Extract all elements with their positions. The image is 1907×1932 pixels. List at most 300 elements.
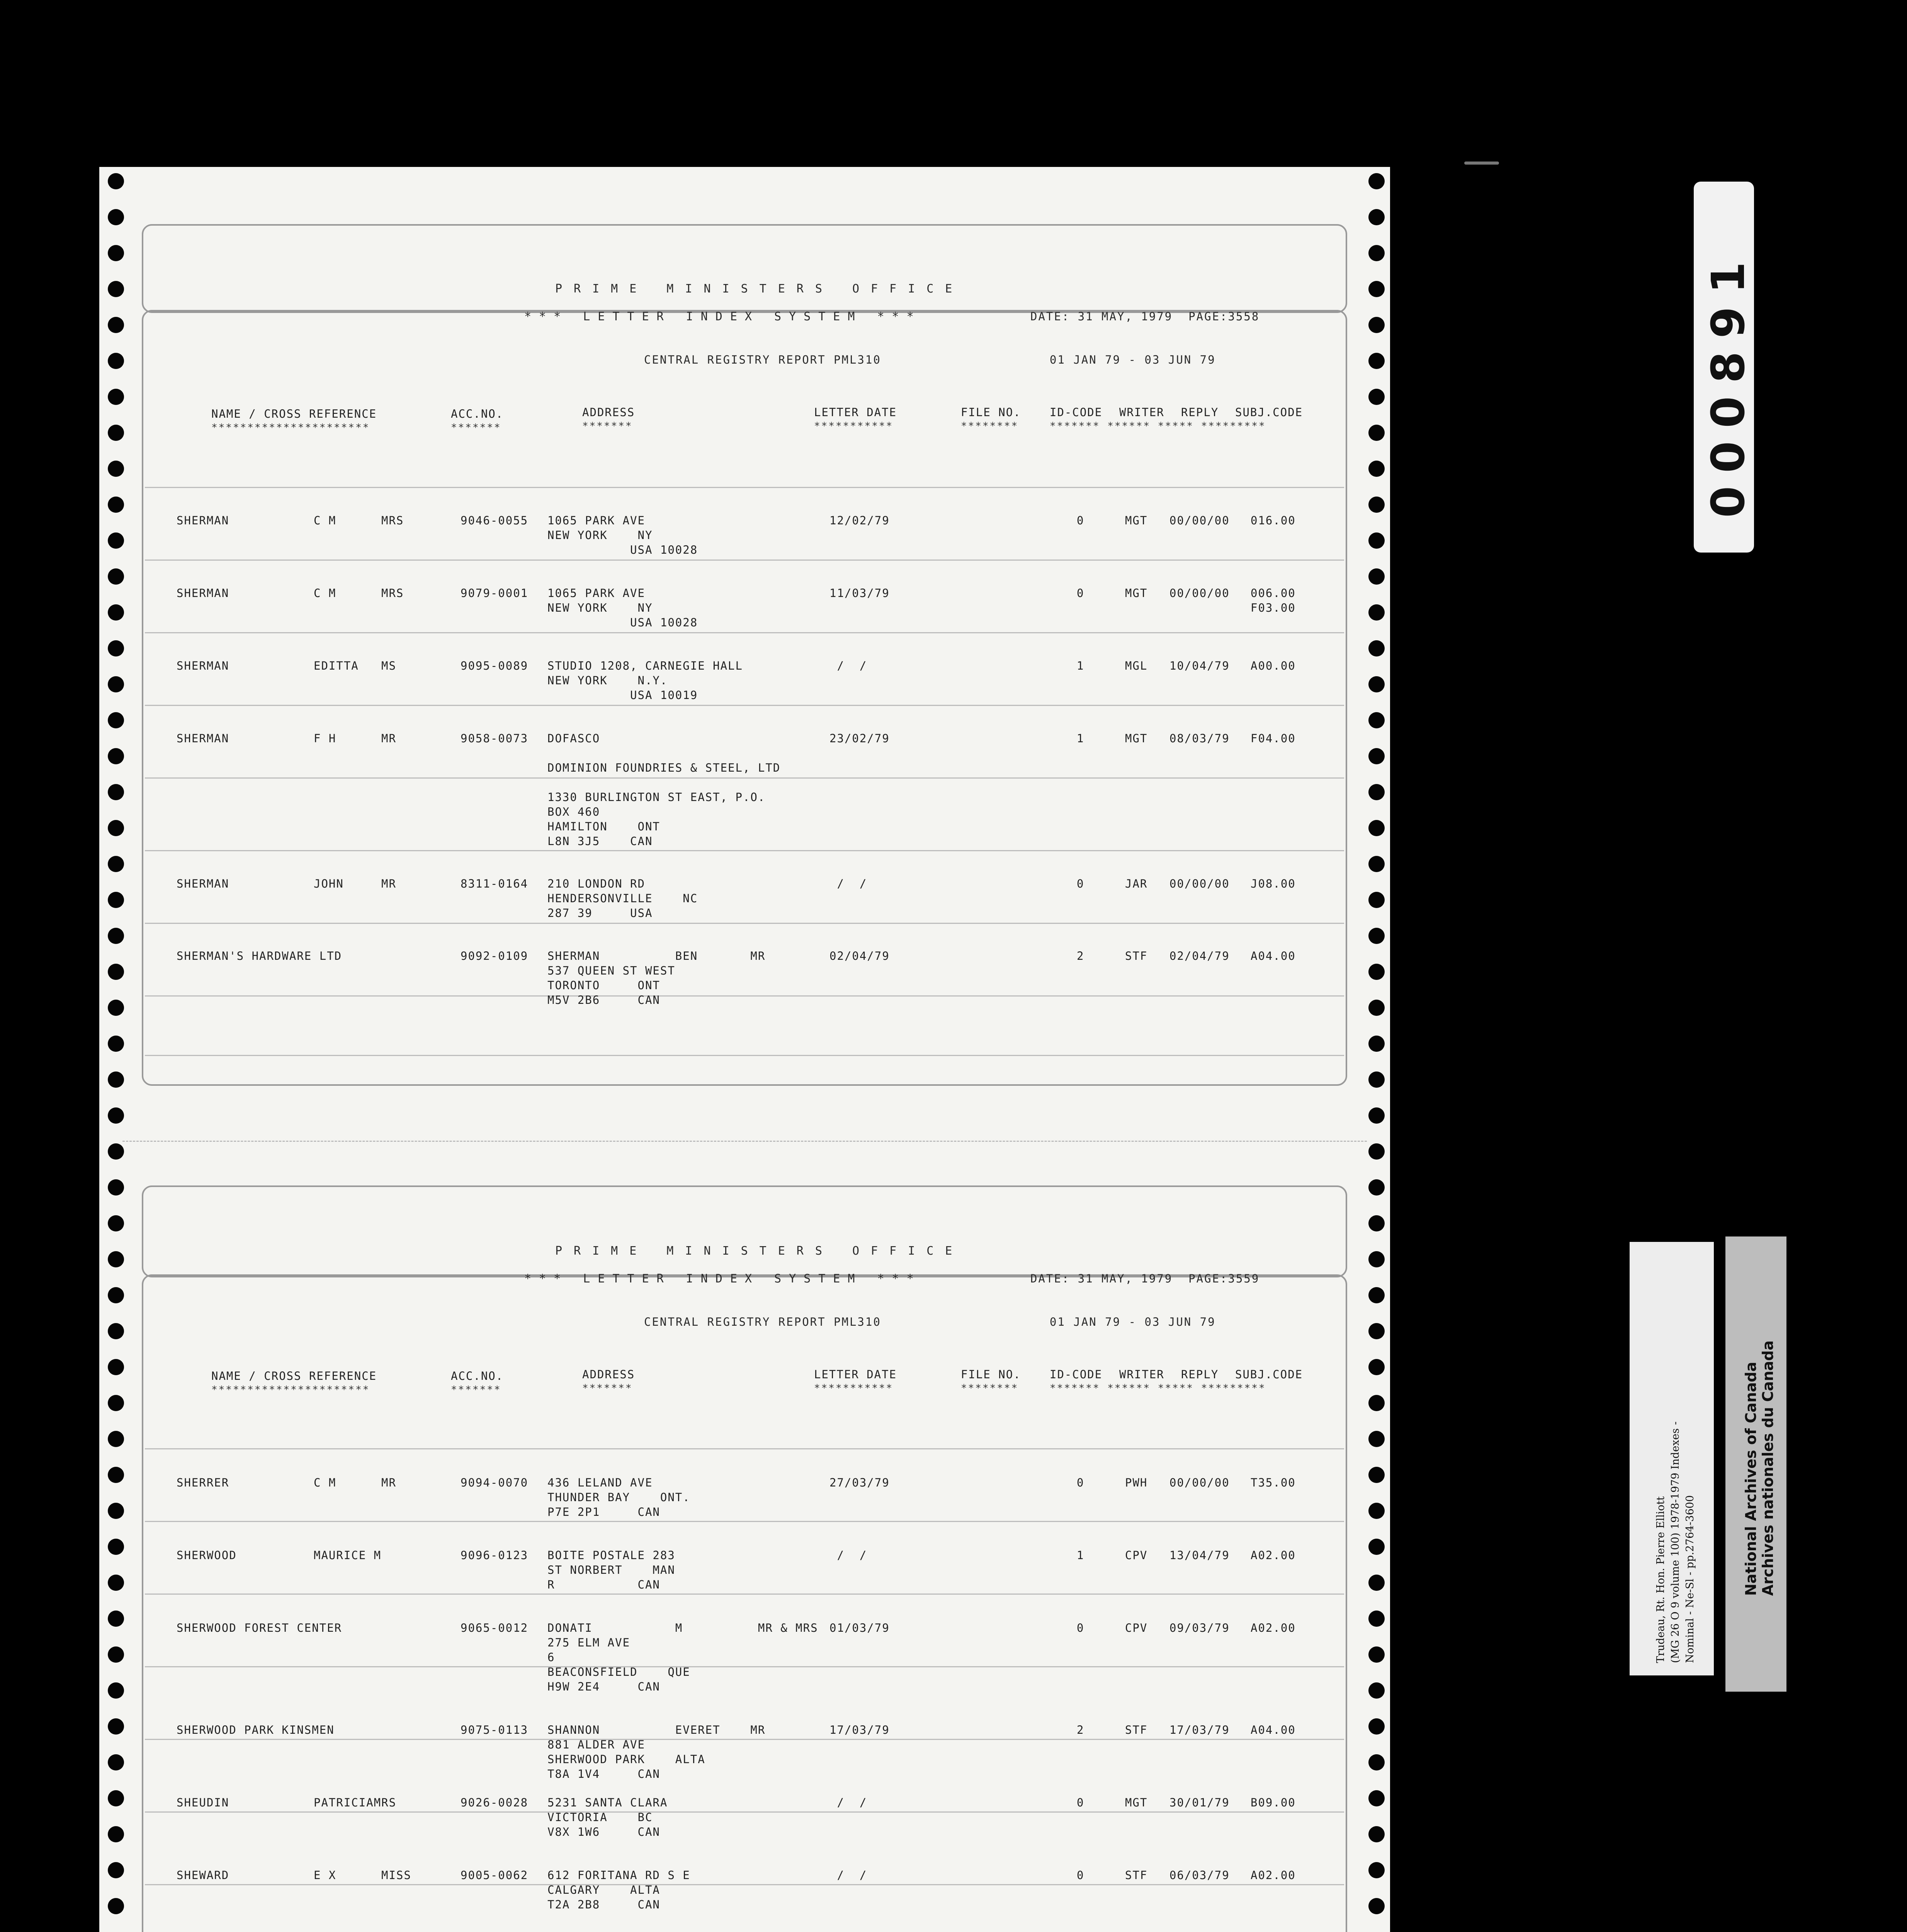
tractor-hole [1368, 820, 1385, 836]
entry-reply-date: 06/03/79 [1169, 1869, 1230, 1882]
reference-line-1: Trudeau, Rt. Hon. Pierre Elliott [1655, 1496, 1667, 1663]
scanner-speck [1464, 162, 1499, 165]
tractor-hole [108, 532, 124, 549]
entry-initials: C M [314, 1476, 337, 1489]
tractor-hole [108, 353, 124, 369]
col-letter-date-header: LETTER DATE [814, 406, 897, 419]
entry-initials: C M [314, 587, 337, 600]
entry-id-code: 1 [1077, 732, 1084, 745]
entry-letter-date: 27/03/79 [829, 1476, 890, 1489]
archive-number: 000891 [1701, 248, 1755, 518]
entry-acc-no: 9096-0123 [461, 1549, 529, 1562]
ruled-stripe [145, 923, 1344, 924]
tractor-hole [1368, 676, 1385, 692]
office-title: PRIME MINISTERS OFFICE [555, 282, 964, 296]
tractor-hole [108, 1287, 124, 1303]
ruled-stripe [145, 632, 1344, 633]
tractor-hole [1368, 209, 1385, 225]
entry-address-line: 436 LELAND AVE [547, 1476, 653, 1489]
tractor-hole [1368, 1718, 1385, 1735]
tractor-hole [108, 1179, 124, 1196]
entry-id-code: 0 [1077, 587, 1084, 600]
report-period: 01 JAN 79 - 03 JUN 79 [1050, 1315, 1216, 1328]
tractor-hole [1368, 1611, 1385, 1627]
entry-writer: CPV [1125, 1621, 1148, 1634]
report-date-page: DATE: 31 MAY, 1979 PAGE:3559 [1030, 1272, 1260, 1285]
entry-letter-date: 17/03/79 [829, 1723, 890, 1736]
tractor-hole [1368, 1107, 1385, 1124]
underline-letter-date: *********** [814, 420, 894, 432]
entry-name: SHERWOOD [177, 1549, 237, 1562]
entry-letter-date: 01/03/79 [829, 1621, 890, 1634]
entry-id-code: 1 [1077, 1549, 1084, 1562]
tractor-hole [1368, 1071, 1385, 1088]
entry-subj-code: F03.00 [1251, 601, 1296, 614]
report-page-3559 [142, 1185, 1347, 1932]
entry-id-code: 0 [1077, 1869, 1084, 1882]
col-address-header: ADDRESS [582, 406, 635, 419]
tractor-hole [108, 748, 124, 764]
header-band [142, 1185, 1347, 1277]
tractor-hole [108, 173, 124, 189]
tractor-hole [108, 1575, 124, 1591]
tractor-hole [108, 1790, 124, 1806]
entry-subj-code: 016.00 [1251, 514, 1296, 527]
entry-reply-date: 08/03/79 [1169, 732, 1230, 745]
tractor-hole [1368, 461, 1385, 477]
reference-text [1654, 1422, 1698, 1663]
tractor-hole [108, 1036, 124, 1052]
entry-subj-code: F04.00 [1251, 732, 1296, 745]
entry-address-line: HENDERSONVILLE NC [547, 892, 698, 905]
underline-acc: ******* [451, 1384, 501, 1396]
entry-name: SHERRER [177, 1476, 229, 1489]
entry-subj-code: A04.00 [1251, 1723, 1296, 1736]
entry-initials: MAURICE M [314, 1549, 382, 1562]
tractor-hole [108, 1143, 124, 1160]
entry-acc-no: 9026-0028 [461, 1796, 529, 1809]
entry-name: SHERWOOD FOREST CENTER [177, 1621, 342, 1634]
tractor-hole [1368, 1323, 1385, 1339]
entry-title: MR [381, 732, 396, 745]
entry-letter-date: / / [829, 1549, 867, 1562]
entry-initials: PATRICIAMRS [314, 1796, 397, 1809]
tractor-hole [108, 820, 124, 836]
entry-acc-no: 9046-0055 [461, 514, 529, 527]
ruled-stripe [145, 1521, 1344, 1522]
entry-address-line: 1065 PARK AVE [547, 587, 645, 600]
tractor-hole [1368, 1898, 1385, 1914]
entry-subj-code: B09.00 [1251, 1796, 1296, 1809]
entry-writer: MGT [1125, 732, 1148, 745]
tractor-hole [1368, 928, 1385, 944]
entry-name: SHERMAN [177, 877, 229, 890]
entry-writer: STF [1125, 1869, 1148, 1882]
entry-address-line: 881 ALDER AVE [547, 1738, 645, 1751]
report-page-3558 [142, 224, 1347, 1086]
report-name: CENTRAL REGISTRY REPORT PML310 [644, 1315, 881, 1328]
entry-subj-code: A02.00 [1251, 1869, 1296, 1882]
entry-address-line: 6 [547, 1651, 555, 1664]
entry-reply-date: 13/04/79 [1169, 1549, 1230, 1562]
entry-acc-no: 8311-0164 [461, 877, 529, 890]
entry-address-line: NEW YORK NY [547, 529, 653, 542]
tractor-hole [108, 1395, 124, 1411]
entry-address-line: VICTORIA BC [547, 1811, 653, 1824]
entry-address-line: T2A 2B8 CAN [547, 1898, 660, 1911]
tractor-hole [108, 856, 124, 872]
tractor-hole [1368, 712, 1385, 728]
archives-label [1725, 1236, 1786, 1692]
tractor-hole [1368, 892, 1385, 908]
underline-rest: ******* ****** ***** ********* [1050, 420, 1266, 432]
tractor-hole [108, 1323, 124, 1339]
entry-reply-date: 17/03/79 [1169, 1723, 1230, 1736]
col-id-code-header: ID-CODE [1050, 1368, 1103, 1381]
ruled-stripe [145, 1884, 1344, 1885]
entry-subj-code: A02.00 [1251, 1621, 1296, 1634]
entry-address-line: H9W 2E4 CAN [547, 1680, 660, 1693]
entry-writer: PWH [1125, 1476, 1148, 1489]
col-name-header: NAME / CROSS REFERENCE [211, 1369, 377, 1383]
tractor-hole [1368, 1395, 1385, 1411]
entry-address-line: SHERMAN BEN MR [547, 949, 766, 963]
entry-acc-no: 9092-0109 [461, 949, 529, 963]
entry-address-line: T8A 1V4 CAN [547, 1767, 660, 1781]
ruled-stripe [145, 1811, 1344, 1813]
entry-name: SHEWARD [177, 1869, 229, 1882]
report-name: CENTRAL REGISTRY REPORT PML310 [644, 353, 881, 366]
entry-title: MRS [381, 514, 404, 527]
tractor-hole [108, 317, 124, 333]
entry-name: SHERMAN [177, 587, 229, 600]
tractor-hole [108, 1826, 124, 1842]
entry-address-line: THUNDER BAY ONT. [547, 1491, 690, 1504]
tractor-hole [1368, 1000, 1385, 1016]
underline-file-no: ******** [961, 420, 1019, 432]
entry-writer: STF [1125, 949, 1148, 963]
tractor-hole [108, 461, 124, 477]
underline-file-no: ******** [961, 1383, 1019, 1394]
entry-address-line: BOX 460 [547, 805, 600, 818]
entry-acc-no: 9058-0073 [461, 732, 529, 745]
ruled-stripe [145, 1594, 1344, 1595]
entry-acc-no: 9075-0113 [461, 1723, 529, 1736]
entry-address-line: CALGARY ALTA [547, 1883, 660, 1896]
col-reply-header: REPLY [1181, 1368, 1219, 1381]
tractor-hole [108, 1646, 124, 1663]
entry-address-line: ST NORBERT MAN [547, 1563, 675, 1577]
tractor-hole [108, 1611, 124, 1627]
tractor-hole [1368, 1251, 1385, 1267]
printout-sheet [99, 167, 1390, 1932]
report-period: 01 JAN 79 - 03 JUN 79 [1050, 353, 1216, 366]
entry-title: MRS [381, 587, 404, 600]
entry-address-line: TORONTO ONT [547, 979, 660, 992]
entry-id-code: 0 [1077, 1796, 1084, 1809]
entry-letter-date: 12/02/79 [829, 514, 890, 527]
entry-name: SHERMAN'S HARDWARE LTD [177, 949, 342, 963]
entry-address-line: SHERWOOD PARK ALTA [547, 1753, 705, 1766]
entry-subj-code: A04.00 [1251, 949, 1296, 963]
tractor-hole [1368, 281, 1385, 297]
entry-subj-code: 006.00 [1251, 587, 1296, 600]
underline-address: ******* [582, 420, 633, 432]
ruled-stripe [145, 995, 1344, 997]
tractor-hole [108, 1898, 124, 1914]
col-reply-header: REPLY [1181, 406, 1219, 419]
entry-title: MR [381, 1476, 396, 1489]
entry-address-line: HAMILTON ONT [547, 820, 660, 833]
entry-writer: JAR [1125, 877, 1148, 890]
entry-address-line: DOFASCO [547, 732, 600, 745]
ruled-stripe [145, 1666, 1344, 1667]
col-address-header: ADDRESS [582, 1368, 635, 1381]
entry-name: SHERWOOD PARK KINSMEN [177, 1723, 335, 1736]
entry-address-line: 1330 BURLINGTON ST EAST, P.O. [547, 791, 766, 804]
header-band [142, 224, 1347, 313]
entry-address-line: 287 39 USA [547, 906, 653, 920]
entry-address-line: SHANNON EVERET MR [547, 1723, 766, 1736]
entry-title: MISS [381, 1869, 411, 1882]
entry-letter-date: / / [829, 1796, 867, 1809]
col-acc-header: ACC.NO. [451, 407, 504, 420]
entry-address-line: 1065 PARK AVE [547, 514, 645, 527]
reference-label [1630, 1242, 1714, 1675]
entry-address-line: 275 ELM AVE [547, 1636, 631, 1649]
col-acc-header: ACC.NO. [451, 1369, 504, 1383]
entry-name: SHERMAN [177, 659, 229, 672]
entry-initials: EDITTA [314, 659, 359, 672]
tractor-hole [108, 1251, 124, 1267]
entry-writer: MGT [1125, 514, 1148, 527]
entry-writer: CPV [1125, 1549, 1148, 1562]
tractor-hole [1368, 1179, 1385, 1196]
tractor-hole [1368, 1575, 1385, 1591]
reference-line-3: Nominal - Ne-Sl - pp.2764-3600 [1684, 1495, 1696, 1663]
tractor-hole [108, 425, 124, 441]
entry-name: SHERMAN [177, 514, 229, 527]
entry-id-code: 1 [1077, 659, 1084, 672]
entry-initials: JOHN [314, 877, 344, 890]
tractor-holes-right [1367, 167, 1390, 1932]
tractor-hole [108, 497, 124, 513]
tractor-hole [108, 1682, 124, 1699]
tractor-hole [1368, 1826, 1385, 1842]
col-letter-date-header: LETTER DATE [814, 1368, 897, 1381]
tractor-hole [108, 1754, 124, 1770]
col-id-code-header: ID-CODE [1050, 406, 1103, 419]
underline-acc: ******* [451, 422, 501, 434]
entry-subj-code: A00.00 [1251, 659, 1296, 672]
entry-address-line: L8N 3J5 CAN [547, 835, 653, 848]
tractor-hole [108, 1539, 124, 1555]
tractor-hole [108, 784, 124, 800]
entry-address-line: USA 10019 [547, 689, 698, 702]
tractor-hole [108, 209, 124, 225]
entry-subj-code: T35.00 [1251, 1476, 1296, 1489]
archives-line-en: National Archives of Canada [1742, 1362, 1759, 1596]
tractor-hole [1368, 1431, 1385, 1447]
tractor-hole [1368, 317, 1385, 333]
tractor-hole [108, 712, 124, 728]
entry-name: SHERMAN [177, 732, 229, 745]
entry-reply-date: 00/00/00 [1169, 1476, 1230, 1489]
tractor-hole [108, 1000, 124, 1016]
entry-address-line: BOITE POSTALE 283 [547, 1549, 675, 1562]
tractor-hole [1368, 856, 1385, 872]
entry-address-line: NEW YORK N.Y. [547, 674, 668, 687]
col-file-no-header: FILE NO. [961, 1368, 1021, 1381]
entry-reply-date: 02/04/79 [1169, 949, 1230, 963]
entry-address-line: 612 FORITANA RD S E [547, 1869, 690, 1882]
entry-address-line: USA 10028 [547, 543, 698, 556]
tractor-hole [1368, 964, 1385, 980]
tractor-hole [1368, 748, 1385, 764]
entry-writer: MGT [1125, 1796, 1148, 1809]
col-subj-header: SUBJ.CODE [1235, 406, 1303, 419]
tractor-hole [1368, 1682, 1385, 1699]
entry-initials: C M [314, 514, 337, 527]
tractor-hole [108, 676, 124, 692]
entry-address-line: DOMINION FOUNDRIES & STEEL, LTD [547, 761, 781, 774]
entry-subj-code: J08.00 [1251, 877, 1296, 890]
entry-reply-date: 00/00/00 [1169, 514, 1230, 527]
tractor-hole [1368, 1790, 1385, 1806]
col-subj-header: SUBJ.CODE [1235, 1368, 1303, 1381]
entry-address-line: 210 LONDON RD [547, 877, 645, 890]
entry-letter-date: / / [829, 659, 867, 672]
entry-address-line: BEACONSFIELD QUE [547, 1665, 690, 1679]
entry-writer: MGT [1125, 587, 1148, 600]
entry-acc-no: 9095-0089 [461, 659, 529, 672]
ruled-stripe [145, 560, 1344, 561]
tractor-hole [108, 640, 124, 656]
entry-writer: MGL [1125, 659, 1148, 672]
tractor-hole [1368, 1467, 1385, 1483]
tractor-hole [1368, 1646, 1385, 1663]
tractor-hole [108, 1359, 124, 1375]
tractor-holes-left [99, 167, 122, 1932]
entry-name: SHEUDIN [177, 1796, 229, 1809]
tractor-hole [108, 389, 124, 405]
tractor-hole [1368, 1754, 1385, 1770]
entry-address-line: 5231 SANTA CLARA [547, 1796, 668, 1809]
tractor-hole [1368, 497, 1385, 513]
tractor-hole [1368, 173, 1385, 189]
archives-line-fr: Archives nationales du Canada [1759, 1340, 1776, 1596]
tractor-hole [108, 892, 124, 908]
tractor-hole [1368, 604, 1385, 621]
underline-letter-date: *********** [814, 1383, 894, 1394]
entry-reply-date: 00/00/00 [1169, 587, 1230, 600]
report-date-page: DATE: 31 MAY, 1979 PAGE:3558 [1030, 310, 1260, 323]
entry-address-line: P7E 2P1 CAN [547, 1505, 660, 1519]
entry-id-code: 0 [1077, 877, 1084, 890]
col-writer-header: WRITER [1119, 406, 1164, 419]
entry-letter-date: 23/02/79 [829, 732, 890, 745]
entry-address-line: R CAN [547, 1578, 660, 1591]
ruled-stripe [145, 1448, 1344, 1449]
entry-address-line: DONATI M MR & MRS [547, 1621, 818, 1634]
tractor-hole [1368, 1287, 1385, 1303]
entry-reply-date: 09/03/79 [1169, 1621, 1230, 1634]
tractor-hole [1368, 353, 1385, 369]
entry-writer: STF [1125, 1723, 1148, 1736]
tractor-hole [108, 1862, 124, 1878]
entry-address-line: STUDIO 1208, CARNEGIE HALL [547, 659, 743, 672]
entry-acc-no: 9065-0012 [461, 1621, 529, 1634]
entry-id-code: 0 [1077, 1621, 1084, 1634]
tractor-hole [1368, 1539, 1385, 1555]
ruled-stripe [145, 705, 1344, 706]
underline-name: ********************** [211, 1384, 370, 1396]
entry-reply-date: 10/04/79 [1169, 659, 1230, 672]
archive-number-stamp [1694, 182, 1754, 553]
tractor-hole [108, 1071, 124, 1088]
entry-title: MR [381, 877, 396, 890]
entry-reply-date: 00/00/00 [1169, 877, 1230, 890]
entry-id-code: 0 [1077, 514, 1084, 527]
entry-id-code: 2 [1077, 949, 1084, 963]
tractor-hole [1368, 1862, 1385, 1878]
entry-initials: E X [314, 1869, 337, 1882]
col-name-header: NAME / CROSS REFERENCE [211, 407, 377, 420]
ruled-stripe [145, 1739, 1344, 1740]
tractor-hole [1368, 568, 1385, 585]
tractor-hole [1368, 532, 1385, 549]
tractor-hole [108, 1107, 124, 1124]
entry-subj-code: A02.00 [1251, 1549, 1296, 1562]
entry-address-line: NEW YORK NY [547, 601, 653, 614]
col-file-no-header: FILE NO. [961, 406, 1021, 419]
ruled-stripe [145, 850, 1344, 851]
underline-address: ******* [582, 1383, 633, 1394]
office-title: PRIME MINISTERS OFFICE [555, 1244, 964, 1258]
entry-address-line: M5V 2B6 CAN [547, 993, 660, 1007]
entry-letter-date: / / [829, 1869, 867, 1882]
tractor-hole [108, 1718, 124, 1735]
entry-reply-date: 30/01/79 [1169, 1796, 1230, 1809]
tractor-hole [1368, 1503, 1385, 1519]
tractor-hole [108, 1431, 124, 1447]
entry-address-line: USA 10028 [547, 616, 698, 629]
entry-title: MS [381, 659, 396, 672]
entry-id-code: 2 [1077, 1723, 1084, 1736]
system-title: *** LETTER INDEX SYSTEM *** [524, 310, 921, 323]
tractor-hole [1368, 389, 1385, 405]
tractor-hole [1368, 784, 1385, 800]
ruled-stripe [145, 777, 1344, 779]
tractor-hole [108, 568, 124, 585]
tractor-hole [1368, 425, 1385, 441]
entry-acc-no: 9079-0001 [461, 587, 529, 600]
entry-letter-date: / / [829, 877, 867, 890]
entry-letter-date: 11/03/79 [829, 587, 890, 600]
reference-line-2: (MG 26 O 9 volume 100) 1978-1979 Indexes - [1669, 1421, 1681, 1663]
tractor-hole [1368, 640, 1385, 656]
perforation-line [122, 1141, 1367, 1142]
tractor-hole [108, 281, 124, 297]
tractor-hole [108, 1467, 124, 1483]
tractor-hole [1368, 1143, 1385, 1160]
entry-address-line: 537 QUEEN ST WEST [547, 964, 675, 977]
entry-acc-no: 9094-0070 [461, 1476, 529, 1489]
underline-name: ********************** [211, 422, 370, 434]
archives-text [1742, 1340, 1776, 1596]
tractor-hole [1368, 1036, 1385, 1052]
tractor-hole [108, 928, 124, 944]
